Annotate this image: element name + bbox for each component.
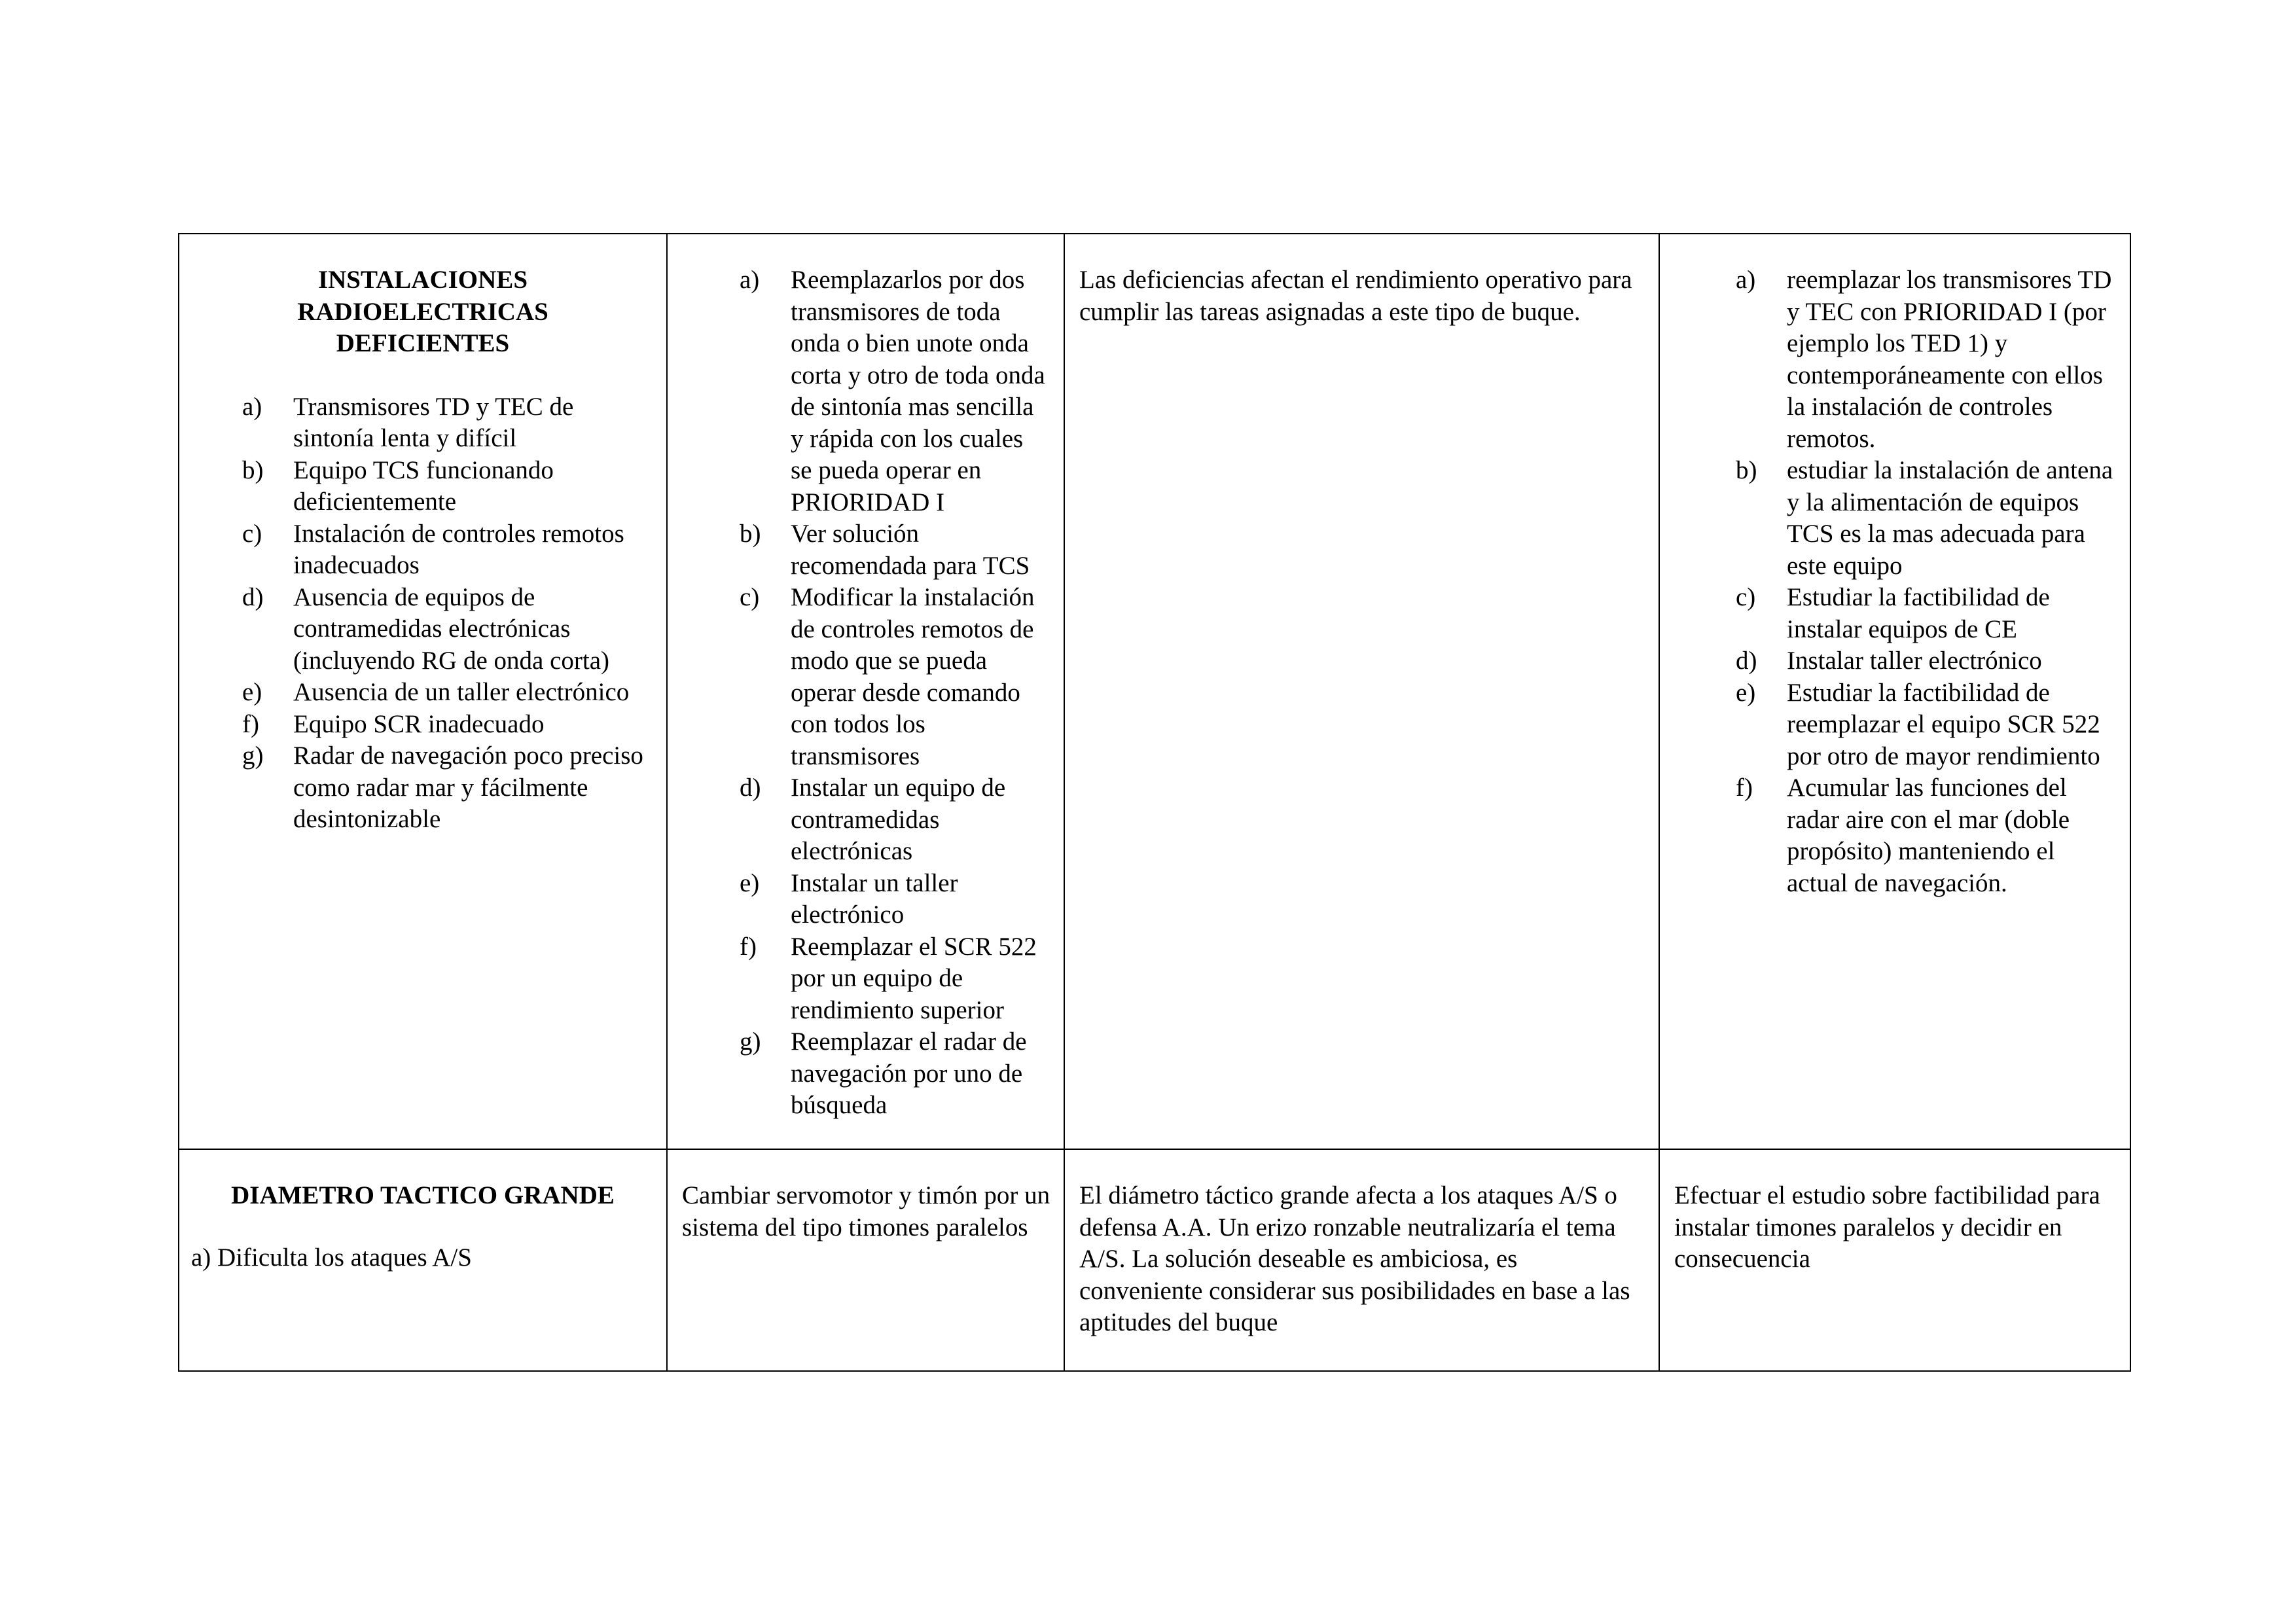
solution-cell	[667, 1149, 1064, 1371]
list-item: c) Instalación de controles remotos inadecuados	[242, 519, 624, 579]
recommendation-cell	[1659, 1149, 2130, 1371]
impact-text: El diámetro táctico grande afecta a los ataques A/S o defensa A.A. Un erizo ronzable neutralizaría el tema A/S. La solución deseable es ambiciosa, es conveniente considerar sus posibilidades en base a las aptitudes del buque	[1079, 1181, 1630, 1336]
list-item: b) estudiar la instalación de antena y la alimentación de equipos TCS es la mas adecuada para este equipo	[1736, 456, 2113, 580]
list-item: a) Reemplazarlos por dos transmisores de toda onda o bien unote onda corta y otro de toda onda de sintonía mas sencilla y rápida con los cuales se pueda operar en PRIORIDAD I	[740, 266, 1045, 516]
list-item: d) Instalar un equipo de contramedidas electrónicas	[740, 774, 1006, 865]
table-row	[179, 234, 2130, 1149]
recommendation-text: Efectuar el estudio sobre factibilidad para instalar timones paralelos y decidir en consecuencia	[1674, 1181, 2100, 1273]
document-table	[178, 233, 2131, 1372]
list-item: c) Estudiar la factibilidad de instalar equipos de CE	[1736, 583, 2050, 643]
list-item: d) Instalar taller electrónico	[1736, 647, 2042, 675]
section-heading: DIAMETRO TACTICO GRANDE	[231, 1181, 615, 1209]
section-heading: INSTALACIONES RADIOELECTRICAS DEFICIENTES	[297, 266, 548, 357]
list-item: e) Ausencia de un taller electrónico	[242, 678, 630, 706]
list-item: g) Reemplazar el radar de navegación por uno de búsqueda	[740, 1027, 1027, 1119]
impact-text: Las deficiencias afectan el rendimiento operativo para cumplir las tareas asignadas a este tipo de buque.	[1079, 266, 1632, 326]
list-item: f) Acumular las funciones del radar aire con el mar (doble propósito) manteniendo el actual de navegación.	[1736, 774, 2070, 897]
table-row	[179, 1149, 2130, 1371]
solution-cell	[667, 234, 1064, 1149]
list-item: a) Transmisores TD y TEC de sintonía lenta y difícil	[242, 392, 574, 452]
impact-cell	[1064, 1149, 1659, 1371]
list-item: b) Ver solución recomendada para TCS	[740, 520, 1030, 580]
list-item: e) Estudiar la factibilidad de reemplazar el equipo SCR 522 por otro de mayor rendimiento	[1736, 678, 2100, 770]
list-item: f) Equipo SCR inadecuado	[242, 709, 545, 738]
solution-list	[682, 264, 1050, 1122]
list-item: g) Radar de navegación poco preciso como radar mar y fácilmente desintonizable	[242, 741, 643, 833]
problem-text: a) Dificulta los ataques A/S	[191, 1243, 472, 1272]
impact-cell	[1064, 234, 1659, 1149]
recommendation-list	[1674, 264, 2118, 899]
list-item: a) reemplazar los transmisores TD y TEC con PRIORIDAD I (por ejemplo los TED 1) y contemporáneamente con ellos la instalación de controles remotos.	[1736, 266, 2112, 453]
list-item: f) Reemplazar el SCR 522 por un equipo de rendimiento superior	[740, 932, 1037, 1024]
list-item: b) Equipo TCS funcionando deficientemente	[242, 455, 554, 516]
problem-cell	[179, 234, 667, 1149]
problem-cell	[179, 1149, 667, 1371]
list-item: e) Instalar un taller electrónico	[740, 868, 958, 929]
list-item: d) Ausencia de equipos de contramedidas electrónicas (incluyendo RG de onda corta)	[242, 582, 610, 675]
solution-text: Cambiar servomotor y timón por un sistema del tipo timones paralelos	[682, 1181, 1050, 1241]
list-item: c) Modificar la instalación de controles remotos de modo que se pueda operar desde comando con todos los transmisores	[740, 583, 1035, 770]
problem-list	[191, 391, 655, 836]
recommendation-cell	[1659, 234, 2130, 1149]
